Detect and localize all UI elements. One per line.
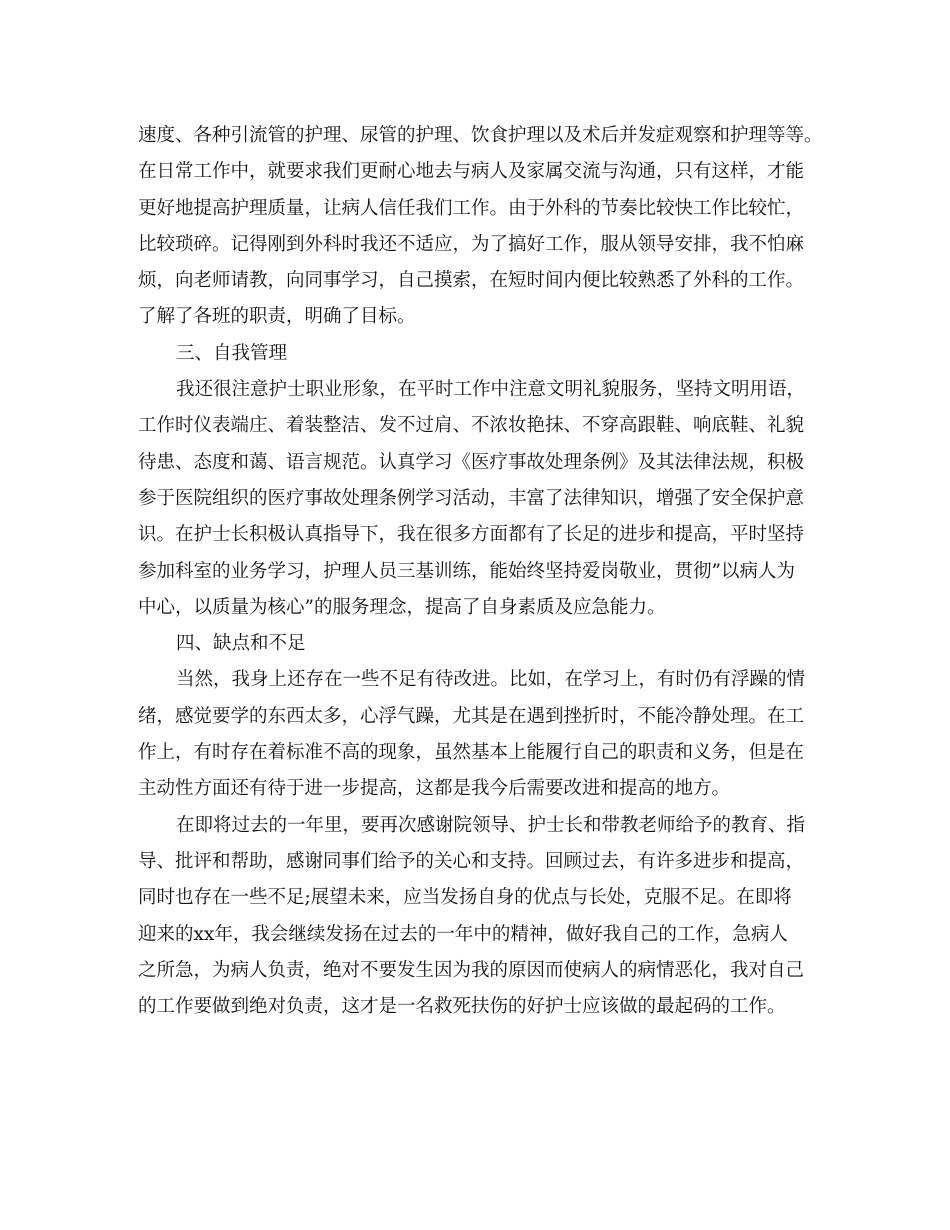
text-line: 同时也存在一些不足;展望未来，应当发扬自身的优点与长处，克服不足。在即将 xyxy=(138,887,792,909)
text-line: 当然，我身上还存在一些不足有待改进。比如，在学习上，有时仍有浮躁的情 xyxy=(176,669,806,691)
text-line: 我还很注意护士职业形象，在平时工作中注意文明礼貌服务，坚持文明用语， xyxy=(176,379,806,401)
text-line: 在即将过去的一年里，要再次感谢院领导、护士长和带教老师给予的教育、指 xyxy=(176,814,806,836)
text-line: 烦，向老师请教，向同事学习，自己摸索，在短时间内便比较熟悉了外科的工作。 xyxy=(138,270,805,292)
text-line: 作上，有时存在着标准不高的现象，虽然基本上能履行自己的职责和义务，但是在 xyxy=(138,742,805,764)
text-line: 待患、态度和蔼、语言规范。认真学习《医疗事故处理条例》及其法律法规，积极 xyxy=(138,451,805,473)
text-line: 中心，以质量为核心”的服务理念，提高了自身素质及应急能力。 xyxy=(138,596,666,618)
text-line: 主动性方面还有待于进一步提高，这都是我今后需要改进和提高的地方。 xyxy=(138,778,731,800)
text-line: 的工作要做到绝对负责，这才是一名救死扶伤的好护士应该做的最起码的工作。 xyxy=(138,996,786,1018)
text-line: 比较琐碎。记得刚到外科时我还不适应，为了搞好工作，服从领导安排，我不怕麻 xyxy=(138,233,805,255)
text-line: 在日常工作中，就要求我们更耐心地去与病人及家属交流与沟通，只有这样，才能 xyxy=(138,161,805,183)
text-line: 更好地提高护理质量，让病人信任我们工作。由于外科的节奏比较快工作比较忙， xyxy=(138,197,805,219)
text-line: 识。在护士长积极认真指导下，我在很多方面都有了长足的进步和提高，平时坚持 xyxy=(138,524,805,546)
text-line: 参于医院组织的医疗事故处理条例学习活动，丰富了法律知识，增强了安全保护意 xyxy=(138,487,805,509)
text-line: 之所急，为病人负责，绝对不要发生因为我的原因而使病人的病情恶化，我对自己 xyxy=(138,959,805,981)
text-line: 了解了各班的职责，明确了目标。 xyxy=(138,306,416,328)
section-heading-self-management: 三、自我管理 xyxy=(176,342,288,364)
document-body xyxy=(138,118,838,1025)
text-line: 迎来的xx年，我会继续发扬在过去的一年中的精神，做好我自己的工作，急病人 xyxy=(138,923,788,945)
text-line: 参加科室的业务学习，护理人员三基训练，能始终坚持爱岗敬业，贯彻”以病人为 xyxy=(138,560,795,582)
text-line: 工作时仪表端庄、着装整洁、发不过肩、不浓妆艳抹、不穿高跟鞋、响底鞋、礼貌 xyxy=(138,415,805,437)
text-line: 速度、各种引流管的护理、尿管的护理、饮食护理以及术后并发症观察和护理等等。 xyxy=(138,125,823,146)
section-heading-shortcomings: 四、缺点和不足 xyxy=(176,633,306,655)
text-line: 绪，感觉要学的东西太多，心浮气躁，尤其是在遇到挫折时，不能冷静处理。在工 xyxy=(138,705,805,727)
text-line: 导、批评和帮助，感谢同事们给予的关心和支持。回顾过去，有许多进步和提高， xyxy=(138,850,805,872)
